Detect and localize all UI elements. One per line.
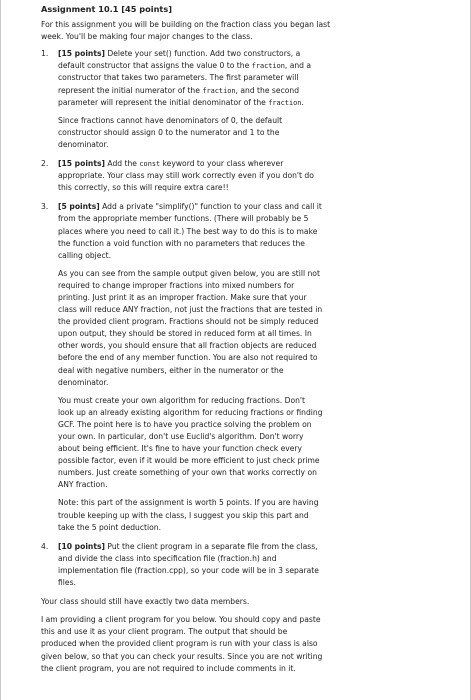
requirement-number: 1. bbox=[41, 49, 49, 59]
requirement-number: 2. bbox=[41, 159, 49, 169]
text-run: Add a private "simplify()" function to your class and call it from the appropriate member functions. (There will probably be 5 places where you need to call it.) The best way to do this is to make the function a void function with no parameters that reduces the calling object. bbox=[58, 202, 322, 260]
requirement-body bbox=[58, 201, 323, 540]
requirement-number: 4. bbox=[41, 541, 49, 551]
code-term: fraction bbox=[251, 62, 285, 71]
requirement-paragraph bbox=[58, 201, 323, 261]
points-label: [15 points] bbox=[58, 159, 105, 169]
requirement-number: 3. bbox=[41, 202, 49, 212]
text-run: keyword to your class wherever appropriate. Your class may still work correctly even if you don't do this correctly, so this will require extra care!! bbox=[58, 159, 314, 193]
requirement-paragraph bbox=[58, 158, 323, 194]
data-members-note: Your class should still have exactly two data members. bbox=[41, 597, 250, 607]
requirement-paragraph bbox=[58, 268, 323, 389]
points-label: [5 points] bbox=[58, 202, 100, 212]
text-run: As you can see from the sample output given below, you are still not required to change improper fractions into mixed numbers for printing. Just print it as an improper fraction. Make sure that your class will reduce ANY fraction, not just the fractions that are tested in the provided client program. Fractions should not be simply reduced upon output, they should be stored in reduced form at all times. In other words, you should ensure that all fraction objects are reduced before the end of any member function. You are also not required to deal with negative numbers, either in the numerator or the denominator. bbox=[58, 268, 323, 387]
code-term: fraction bbox=[202, 86, 236, 95]
text-run: , and a constructor that takes two parameters. The first parameter will represent the initial numerator of the bbox=[58, 61, 312, 95]
assignment-title: Assignment 10.1 [45 points] bbox=[41, 4, 172, 14]
code-term: fraction bbox=[268, 98, 302, 107]
requirement-paragraph bbox=[58, 395, 323, 492]
text-run: You must create your own algorithm for reducing fractions. Don't look up an already existing algorithm for reducing fractions or finding GCF. The point here is to have you practice solving the problem on your own. In particular, don't use Euclid's algorithm. Don't worry about being efficient. It's fine to have your function check every possible factor, even if it would be more efficient to just check prime numbers. Just create something of your own that works correctly on ANY fraction. bbox=[58, 395, 323, 490]
points-label: [15 points] bbox=[58, 49, 105, 59]
requirement-item bbox=[41, 48, 456, 158]
requirement-item bbox=[41, 541, 456, 596]
text-run: Note: this part of the assignment is worth 5 points. If you are having trouble keeping up with the class, I suggest you skip this part and take the 5 point deduction. bbox=[58, 498, 319, 532]
requirement-item bbox=[41, 201, 456, 540]
text-run: Add the bbox=[107, 159, 140, 169]
requirement-paragraph bbox=[58, 497, 323, 533]
requirement-list bbox=[41, 48, 456, 596]
requirement-body bbox=[58, 158, 323, 201]
requirement-paragraph bbox=[58, 115, 323, 151]
requirement-body bbox=[58, 48, 323, 158]
assignment-intro: For this assignment you will be building on the fraction class you began last week. You'll be making four major changes to the class. bbox=[41, 20, 331, 42]
text-run: Put the client program in a separate file from the class, and divide the class into specification file (fraction.h) and implementation file (fraction.cpp), so your code will be in 3 separate files. bbox=[58, 541, 319, 588]
requirement-body bbox=[58, 541, 323, 596]
client-program-note: I am providing a client program for you below. You should copy and paste this and use it as your client program. The output that should be produced when the provided client program is run with your class is also given below, so that you can check your results. Since you are not writing the client program, you are not required to include comments in it. bbox=[41, 615, 323, 673]
requirement-item bbox=[41, 158, 456, 201]
text-run: Since fractions cannot have denominators of 0, the default constructor should assign 0 to the numerator and 1 to the denominator. bbox=[58, 115, 283, 149]
requirement-paragraph bbox=[58, 541, 323, 589]
text-run: Delete your set() function. Add two constructors, a default constructor that assigns the value 0 to the bbox=[58, 49, 301, 71]
points-label: [10 points] bbox=[58, 541, 105, 551]
text-run: . bbox=[301, 97, 304, 107]
text-run: , and the second parameter will represent the initial denominator of the bbox=[58, 85, 300, 107]
requirement-paragraph bbox=[58, 48, 323, 108]
code-term: const bbox=[139, 160, 161, 169]
